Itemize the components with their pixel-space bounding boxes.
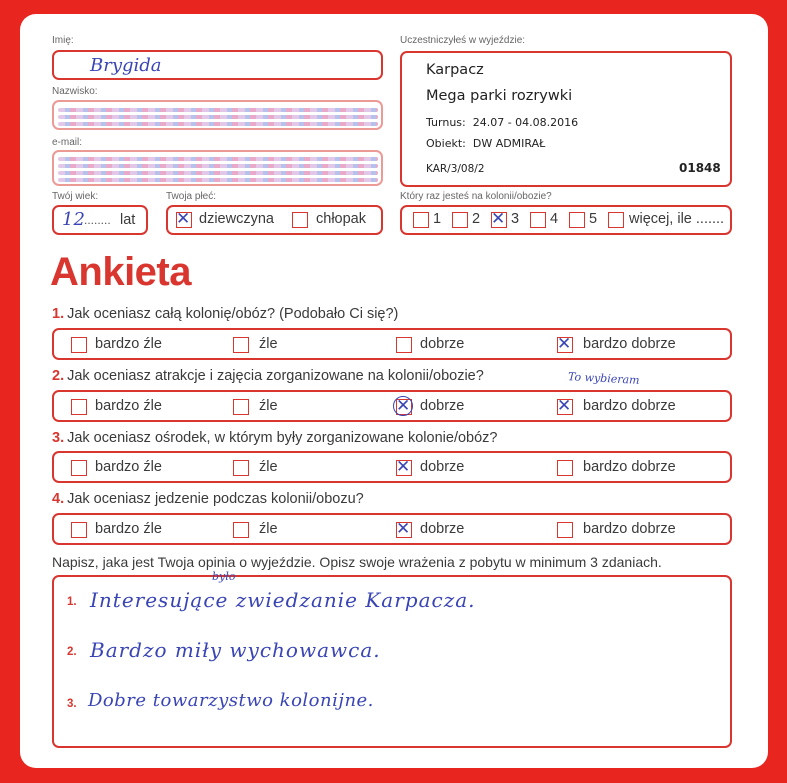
redaction-scribble	[58, 115, 378, 119]
answer-label: dobrze	[420, 459, 465, 475]
redaction-scribble	[58, 171, 378, 175]
answer-checkbox[interactable]	[396, 396, 412, 416]
trip-code: KAR/3/08/2	[426, 163, 485, 175]
opinion-line-3: Dobre towarzystwo kolonijne.	[88, 690, 374, 711]
times-checkbox-4[interactable]	[530, 212, 546, 228]
trip-turnus: Turnus: 24.07 - 04.08.2016	[426, 116, 579, 129]
answer-label: źle	[259, 336, 278, 352]
trip-info-box	[400, 51, 732, 187]
age-value: 12	[62, 209, 85, 230]
answer-checkbox[interactable]	[233, 522, 249, 538]
redaction-scribble	[58, 164, 378, 168]
answer-label: bardzo źle	[95, 398, 162, 414]
answer-checkbox[interactable]	[71, 337, 87, 353]
answer-label: źle	[259, 521, 278, 537]
times-label: Który raz jesteś na kolonii/obozie?	[400, 191, 552, 202]
answer-label: bardzo dobrze	[583, 459, 676, 475]
age-unit: lat	[120, 212, 136, 228]
answer-label: bardzo dobrze	[583, 336, 676, 352]
trip-number: 01848	[679, 161, 721, 175]
opinion-line-number: 1.	[67, 596, 77, 608]
check-mark-icon: ✕	[396, 457, 411, 477]
answer-checkbox[interactable]	[71, 522, 87, 538]
answer-checkbox[interactable]	[71, 399, 87, 415]
question-number: 2.	[52, 368, 65, 384]
check-mark-icon: ✕	[396, 396, 411, 416]
surname-label: Nazwisko:	[52, 86, 98, 97]
answer-label: dobrze	[420, 398, 465, 414]
redaction-scribble	[58, 122, 378, 126]
answers-row-3	[52, 451, 732, 483]
surname-field[interactable]	[52, 100, 383, 130]
trip-obiekt: Obiekt: DW ADMIRAŁ	[426, 137, 546, 150]
age-field[interactable]	[52, 205, 148, 235]
question-text: Jak oceniasz jedzenie podczas kolonii/obozu?	[67, 491, 364, 507]
answer-checkbox[interactable]	[71, 460, 87, 476]
gender-female-checkbox[interactable]	[176, 209, 192, 229]
times-checkbox-more[interactable]	[608, 212, 624, 228]
answer-label: źle	[259, 398, 278, 414]
name-label: Imię:	[52, 35, 74, 46]
times-option-2: 2	[472, 211, 481, 227]
times-more-label: więcej, ile .......	[629, 211, 725, 227]
email-label: e-mail:	[52, 137, 83, 148]
answers-row-4	[52, 513, 732, 545]
check-mark-icon: ✕	[176, 209, 191, 229]
times-field	[400, 205, 732, 235]
question-2	[52, 368, 484, 384]
times-option-4: 4	[550, 211, 559, 227]
answer-checkbox[interactable]	[557, 396, 573, 416]
gender-male-checkbox[interactable]	[292, 212, 308, 228]
trip-label: Uczestniczyłeś w wyjeździe:	[400, 35, 526, 46]
answer-label: bardzo dobrze	[583, 521, 676, 537]
trip-place: Karpacz	[426, 62, 484, 78]
answer-label: bardzo dobrze	[583, 398, 676, 414]
gender-label: Twoja płeć:	[166, 191, 217, 202]
times-checkbox-1[interactable]	[413, 212, 429, 228]
answer-checkbox[interactable]	[233, 460, 249, 476]
question-4	[52, 491, 364, 507]
answer-checkbox[interactable]	[557, 334, 573, 354]
question-number: 4.	[52, 491, 65, 507]
age-dots: ........	[84, 213, 111, 227]
answer-label: źle	[259, 459, 278, 475]
gender-field	[166, 205, 383, 235]
redaction-scribble	[58, 108, 378, 112]
check-mark-icon: ✕	[557, 396, 572, 416]
age-label: Twój wiek:	[52, 191, 99, 202]
answer-checkbox[interactable]	[396, 519, 412, 539]
question-text: Jak oceniasz ośrodek, w którym były zorganizowane kolonie/obóz?	[67, 430, 498, 446]
name-field[interactable]	[52, 50, 383, 80]
opinion-line-number: 3.	[67, 698, 77, 710]
check-mark-icon: ✕	[557, 334, 572, 354]
question-number: 1.	[52, 306, 65, 322]
answer-label: bardzo źle	[95, 521, 162, 537]
name-value: Brygida	[90, 55, 162, 76]
redaction-scribble	[58, 178, 378, 182]
question-number: 3.	[52, 430, 65, 446]
opinion-line-number: 2.	[67, 646, 77, 658]
opinion-prompt: Napisz, jaka jest Twoja opinia o wyjeździe. Opisz swoje wrażenia z pobytu w minimum 3 zdaniach.	[52, 554, 662, 570]
scribble-circle-icon	[393, 396, 413, 416]
times-checkbox-3[interactable]	[491, 209, 507, 229]
handwritten-insert: było	[212, 570, 236, 583]
answer-label: bardzo źle	[95, 459, 162, 475]
answers-row-1	[52, 328, 732, 360]
survey-title: Ankieta	[50, 250, 191, 294]
gender-male-label: chłopak	[316, 211, 366, 227]
question-text: Jak oceniasz całą kolonię/obóz? (Podobało Ci się?)	[67, 306, 399, 322]
opinion-line-2: Bardzo miły wychowawca.	[90, 638, 381, 662]
gender-female-label: dziewczyna	[199, 211, 274, 227]
handwritten-note: To wybieram	[567, 370, 640, 387]
answers-row-2	[52, 390, 732, 422]
times-checkbox-2[interactable]	[452, 212, 468, 228]
question-text: Jak oceniasz atrakcje i zajęcia zorganizowane na kolonii/obozie?	[67, 368, 484, 384]
answer-checkbox[interactable]	[396, 337, 412, 353]
answer-checkbox[interactable]	[396, 457, 412, 477]
answer-checkbox[interactable]	[557, 522, 573, 538]
times-option-3: 3	[511, 211, 520, 227]
answer-label: dobrze	[420, 336, 465, 352]
answer-checkbox[interactable]	[233, 337, 249, 353]
opinion-line-1: Interesujące zwiedzanie Karpacza.	[90, 588, 476, 612]
times-option-1: 1	[433, 211, 442, 227]
times-checkbox-5[interactable]	[569, 212, 585, 228]
times-option-5: 5	[589, 211, 598, 227]
check-mark-icon: ✕	[491, 209, 506, 229]
redaction-scribble	[58, 157, 378, 161]
answer-label: dobrze	[420, 521, 465, 537]
answer-checkbox[interactable]	[557, 460, 573, 476]
question-3	[52, 430, 497, 446]
answer-checkbox[interactable]	[233, 399, 249, 415]
trip-program: Mega parki rozrywki	[426, 88, 573, 104]
question-1	[52, 306, 398, 322]
email-field[interactable]	[52, 150, 383, 186]
answer-label: bardzo źle	[95, 336, 162, 352]
check-mark-icon: ✕	[396, 519, 411, 539]
